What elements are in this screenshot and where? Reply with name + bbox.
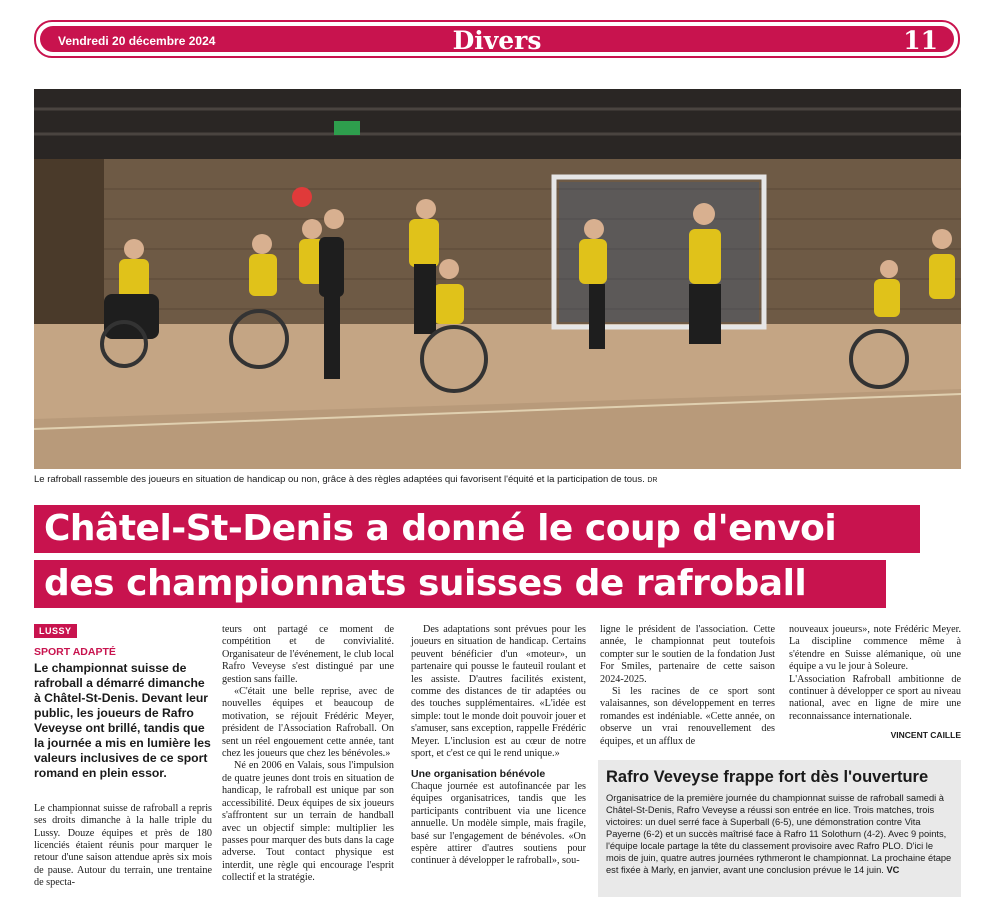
page-number: 11 — [903, 26, 938, 55]
ball-icon — [292, 187, 312, 207]
header-band — [40, 26, 954, 55]
article-column-3 — [411, 624, 586, 868]
article-column-4 — [600, 624, 775, 748]
article-column-5 — [789, 624, 961, 742]
body-paragraph: Le championnat suisse de rafroball a repris ses droits dimanche à la halle triple du Lussy. Douze équipes et près de 180 licenciés étaient réunis pour marquer le retour d'une saison attendue après six mois de pause. Autour du terrain, une trentaine de specta- — [34, 802, 212, 889]
headline-line-1: Châtel-St-Denis a donné le coup d'envoi — [34, 505, 920, 553]
body-paragraph: nouveaux joueurs», note Frédéric Meyer. La discipline commence même à s'étendre en Suisse alémanique, où une équipe a vu le jour à Soleure. — [789, 624, 961, 673]
body-paragraph: L'Association Rafroball ambitionne de continuer à développer ce sport au niveau national, avec en ligne de mire une reconnaissance internationale. — [789, 673, 961, 722]
box-title: Rafro Veveyse frappe fort dès l'ouverture — [606, 768, 929, 786]
exit-sign — [334, 121, 360, 135]
photo-credit: DR — [647, 477, 658, 484]
page-header — [34, 20, 960, 58]
header-date: Vendredi 20 décembre 2024 — [58, 34, 216, 48]
section-title: Divers — [452, 26, 542, 55]
article-photo — [34, 89, 961, 469]
sidebar-box — [598, 760, 961, 897]
body-paragraph: teurs ont partagé ce moment de compétition et de convivialité. Organisateur de l'événement, le club local Rafro Veveyse s'est distingué par une gestion sans faille. — [222, 624, 394, 685]
body-paragraph: Né en 2006 en Valais, sous l'impulsion de quatre jeunes dont trois en situation de handicap, le rafroball est unique par son accessibilité. Deux équipes de six joueurs s'affrontent sur un terrain de handball avec un objectif simple: multiplier les passes pour marquer des buts dans la cage adverse. Tout contact physique est interdit, une règle qui encourage l'esprit collectif et la stratégie. — [222, 760, 394, 884]
article-column-2 — [222, 624, 394, 885]
kicker: SPORT ADAPTÉ — [34, 646, 116, 659]
caption-text: Le rafroball rassemble des joueurs en situation de handicap ou non, grâce à des règles adaptées qui favorisent l'équité et la participation de tous. — [34, 474, 645, 485]
box-body: Organisatrice de la première journée du championnat suisse de rafroball samedi à Châtel-St-Denis, Rafro Veveyse a réussi son entrée en lice. Trois matches, trois victoires: un duel serré face à Superball (6-5), une démonstration contre Vita Payerne (6-2) et un succès maîtrisé face à Rafro 11 Solothurn (4-2). Avec 9 points, l'équipe locale partage la tête du classement provisoire avec Rafro PLO. D'ici le mois de juin, quatre autres journées rythmeront le championnat. La prochaine étape est fixée à Marly, en janvier, avant une conclusion prévue le 14 juin. — [606, 793, 952, 875]
subheading: Une organisation bénévole — [411, 768, 546, 781]
author-byline: VINCENT CAILLE — [890, 730, 961, 741]
body-paragraph: ligne le président de l'association. Cette année, le championnat peut toutefois compter sur le soutien de la fondation Just For Smiles, partenaire de cette saison 2024-2025. — [600, 624, 775, 685]
body-paragraph: Des adaptations sont prévues pour les joueurs en situation de handicap. Certains peuvent bénéficier d'un «moteur», un partenaire qui pousse le fauteuil roulant et les assiste. D'autres facilités existent, comme des distances de tir adaptées ou des touches supplémentaires. «L'idée est simple: tout le monde doit pouvoir jouer et s'amuser, sans exception, rappelle Frédéric Meyer. L'inclusion est au cœur de notre sport, et c'est ce qui le rend unique.» — [411, 624, 586, 760]
box-text — [606, 792, 953, 876]
photo-caption — [34, 474, 961, 485]
lead-paragraph: Le championnat suisse de rafroball a démarré dimanche à Châtel-St-Denis. Devant leur public, les joueurs de Rafro Veveyse ont brillé, tandis que la journée a mis en lumière les valeurs inclusives de ce sport romand en plein essor. — [34, 660, 211, 780]
headline-line-2: des championnats suisses de rafroball — [34, 560, 886, 608]
box-signature: VC — [886, 865, 900, 875]
article-column-1 — [34, 624, 212, 890]
location-rubric: LUSSY — [34, 624, 77, 638]
sports-hall-illustration — [34, 89, 961, 469]
body-paragraph: Si les racines de ce sport sont valaisannes, son développement en terres romandes est indéniable. «Cette année, on observe un vrai renouvellement des équipes, et un afflux de — [600, 686, 775, 747]
body-paragraph: Chaque journée est autofinancée par les équipes organisatrices, tandis que les participants contribuent via une licence annuelle. Un modèle simple, mais fragile, basé sur l'engagement de bénévoles. «On espère attirer d'autres soutiens pour continuer à développer le rafroball», sou- — [411, 780, 586, 867]
body-paragraph: «C'était une belle reprise, avec de nouvelles équipes et beaucoup de motivation, se réjouit Frédéric Meyer, président de l'Association Rafroball. On sent un réel engouement cette année, tant chez les joueurs que chez les bénévoles.» — [222, 686, 394, 760]
